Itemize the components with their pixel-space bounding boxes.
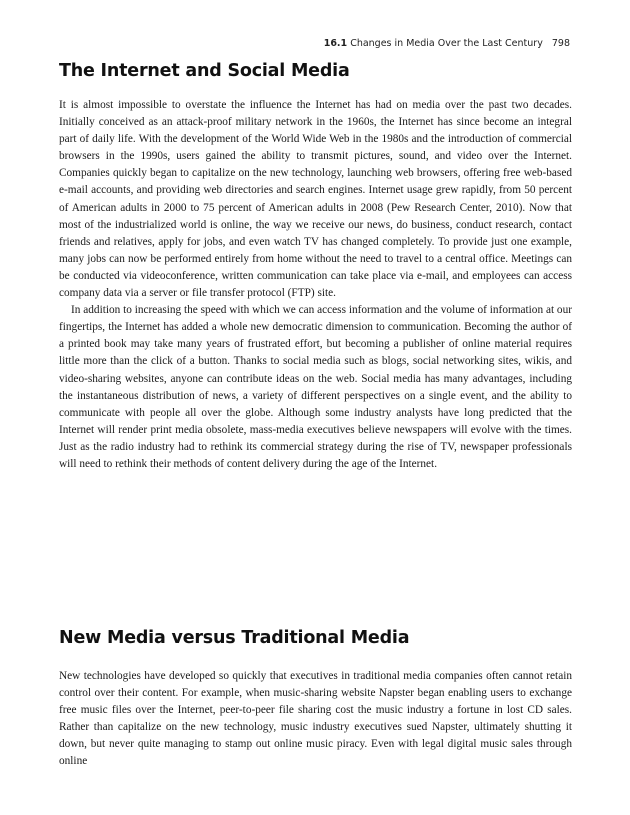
section-title: Changes in Media Over the Last Century xyxy=(350,38,543,49)
paragraph: It is almost impossible to overstate the influence the Internet has had on media over the past two decades. Initially conceived as an attack-proof military network in the 1960s, the Internet has since become an integral part of daily life. With the development of the World Wide Web in the 1980s and the introduction of commercial browsers in the 1990s, users gained the ability to transmit pictures, sound, and video over the Internet. Companies quickly began to capitalize on the new technology, launching web browsers, offering free web-based e-mail accounts, and providing web directories and search engines. Internet usage grew rapidly, from 50 percent of American adults in 2000 to 75 percent of American adults in 2008 (Pew Research Center, 2010). Now that most of the industrialized world is online, the way we receive our news, do business, conduct research, contact friends and relatives, apply for jobs, and even watch TV has changed completely. To provide just one example, many jobs can now be performed entirely from home without the need to travel to a central office. Meetings can be conducted via videoconference, written communication can take place via e-mail, and employees can access company data via a server or file transfer protocol (FTP) site. xyxy=(59,99,572,300)
section-number: 16.1 xyxy=(323,38,348,49)
paragraph: In addition to increasing the speed with which we can access information and the volume of information at our fingertips, the Internet has added a whole new democratic dimension to communication. Becoming the author of a printed book may take many years of frustrated effort, but becoming a publisher of online material requires little more than the click of a button. Thanks to social media such as blogs, social networking sites, wikis, and video-sharing websites, anyone can contribute ideas on the web. Social media has many advantages, including the instantaneous distribution of news, a variety of different perspectives on a single event, and the ability to communicate with people all over the globe. Although some industry analysts have long predicted that the Internet will render print media obsolete, mass-media executives believe newspapers will evolve with the times. Just as the radio industry had to rethink its commercial strategy during the rise of TV, newspaper professionals will need to rethink their methods of content delivery during the age of the Internet. xyxy=(59,304,572,470)
paragraph: New technologies have developed so quickly that executives in traditional media companies often cannot retain control over their content. For example, when music-sharing website Napster began enabling users to exchange free music files over the Internet, peer-to-peer file sharing cost the music industry a fortune in lost CD sales. Rather than capitalize on the new technology, music industry executives sued Napster, ultimately shutting it down, but never quite managing to stamp out online music piracy. Even with legal digital music sales through online xyxy=(59,670,572,768)
page-number: 798 xyxy=(551,38,570,49)
section-body-new-vs-traditional-media xyxy=(59,668,572,771)
section-heading-internet-social-media: The Internet and Social Media xyxy=(59,61,350,81)
running-header xyxy=(324,38,570,49)
section-body-internet-social-media xyxy=(59,97,572,473)
section-heading-new-vs-traditional-media: New Media versus Traditional Media xyxy=(59,628,410,648)
